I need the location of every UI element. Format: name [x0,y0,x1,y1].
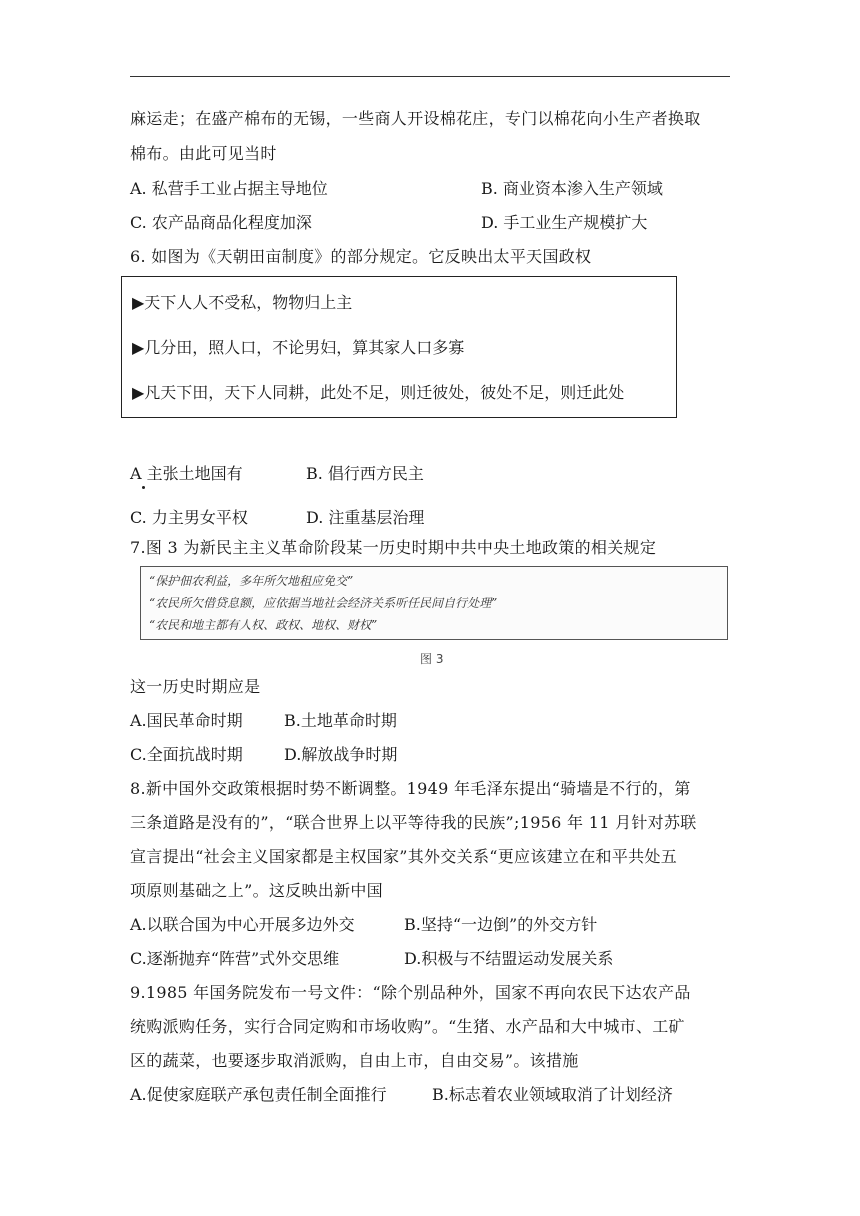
q6-quote-item: ▶凡天下田，天下人同耕，此处不足，则迁彼处，彼处不足，则迁此处 [132,383,625,402]
q6-option-a: A 主张土地国有 [130,464,243,483]
q8-option-b: B.坚持“一边倒”的外交方针 [404,915,598,934]
q8-option-d: D.积极与不结盟运动发展关系 [404,949,614,968]
q6-option-c: C. 力主男女平权 [130,508,248,527]
q7-option-b: B.土地革命时期 [284,711,397,730]
q7-figure-item: “保护佃农利益，多年所欠地租应免交” [149,574,354,588]
q7-stem: 7.图 3 为新民主主义革命阶段某一历史时期中共中央土地政策的相关规定 [130,538,657,557]
q5-text-line-2: 棉布。由此可见当时 [130,144,277,163]
q7-option-d: D.解放战争时期 [284,745,398,764]
q5-option-c: C. 农产品商品化程度加深 [130,213,312,232]
q6-stem: 6. 如图为《天朝田亩制度》的部分规定。它反映出太平天国政权 [130,247,592,266]
q9-text-line-1: 9.1985 年国务院发布一号文件：“除个别品种外，国家不再向农民下达农产品 [130,983,691,1002]
q9-option-b: B.标志着农业领域取消了计划经济 [432,1085,673,1104]
q6-option-b: B. 倡行西方民主 [306,464,424,483]
q6-option-d: D. 注重基层治理 [306,508,425,527]
q6-quote-item: ▶天下人人不受私，物物归上主 [132,293,353,312]
emphasis-dot [142,486,145,489]
q8-text-line-4: 项原则基础之上”。这反映出新中国 [130,881,383,900]
q9-text-line-2: 统购派购任务，实行合同定购和市场收购”。“生猪、水产品和大中城市、工矿 [130,1017,685,1036]
q8-option-a: A.以联合国为中心开展多边外交 [130,915,355,934]
header-rule [130,76,730,77]
q6-quote-item: ▶几分田，照人口，不论男妇，算其家人口多寡 [132,338,465,357]
q7-figure-caption: 图 3 [420,652,444,666]
q7-option-a: A.国民革命时期 [130,711,243,730]
q8-option-c: C.逐渐抛弃“阵营”式外交思维 [130,949,340,968]
q5-text-line-1: 麻运走；在盛产棉布的无锡，一些商人开设棉花庄，专门以棉花向小生产者换取 [130,109,701,128]
q7-option-c: C.全面抗战时期 [130,745,243,764]
q5-option-b: B. 商业资本渗入生产领域 [481,179,663,198]
q6-quote-box [121,276,677,418]
q8-text-line-1: 8.新中国外交政策根据时势不断调整。1949 年毛泽东提出“骑墙是不行的，第 [130,779,691,798]
q7-followup: 这一历史时期应是 [130,677,261,696]
q7-figure-item: “农民所欠借贷息额，应依据当地社会经济关系听任民间自行处理” [149,596,498,610]
q5-option-d: D. 手工业生产规模扩大 [481,213,648,232]
q7-figure-item: “农民和地主都有人权、政权、地权、财权” [149,618,378,632]
q7-figure-box [140,566,728,640]
q9-text-line-3: 区的蔬菜，也要逐步取消派购，自由上市，自由交易”。该措施 [130,1051,579,1070]
q5-option-a: A. 私营手工业占据主导地位 [130,179,328,198]
q8-text-line-3: 宣言提出“社会主义国家都是主权国家”其外交关系“更应该建立在和平共处五 [130,847,678,866]
q9-option-a: A.促使家庭联产承包责任制全面推行 [130,1085,387,1104]
q8-text-line-2: 三条道路是没有的”，“联合世界上以平等待我的民族”;1956 年 11 月针对苏联 [130,813,697,832]
